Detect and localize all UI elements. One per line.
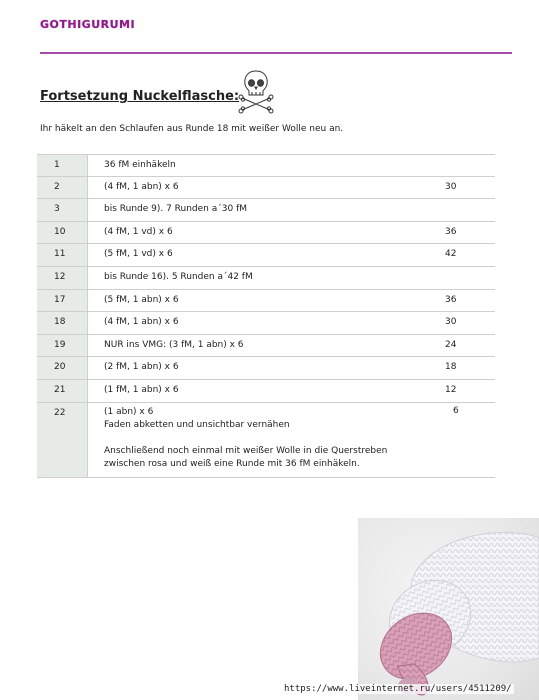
stitch-count: 18 bbox=[445, 362, 457, 373]
table-row bbox=[37, 335, 495, 358]
round-instruction: (4 fM, 1 abn) x 6 bbox=[104, 181, 179, 192]
instruction-line: Anschließend noch einmal mit weißer Wolle in die Querstreben bbox=[104, 445, 388, 456]
round-number: 3 bbox=[37, 199, 88, 221]
stitch-count: 30 bbox=[445, 317, 457, 328]
source-url: https://www.liveinternet.ru/users/4511209/ bbox=[284, 684, 512, 694]
instruction-line: zwischen rosa und weiß eine Runde mit 36 fM einhäkeln. bbox=[104, 458, 360, 469]
round-number: 22 bbox=[37, 403, 88, 477]
stitch-count: 30 bbox=[445, 181, 457, 192]
table-row bbox=[37, 312, 495, 335]
stitch-count bbox=[445, 155, 495, 160]
round-instruction: bis Runde 16). 5 Runden a´42 fM bbox=[104, 271, 253, 282]
crochet-bottle-photo bbox=[358, 518, 539, 700]
round-number: 11 bbox=[37, 244, 88, 266]
table-row bbox=[37, 177, 495, 200]
spacer bbox=[104, 432, 445, 445]
table-row bbox=[37, 199, 495, 222]
stitch-count bbox=[445, 267, 495, 272]
round-instruction: (5 fM, 1 vd) x 6 bbox=[104, 249, 173, 260]
round-number: 21 bbox=[37, 380, 88, 402]
stitch-count: 24 bbox=[445, 339, 457, 350]
table-row bbox=[37, 290, 495, 313]
instruction-line: (1 abn) x 6 bbox=[104, 406, 154, 417]
instruction-line: Faden abketten und unsichtbar vernähen bbox=[104, 419, 290, 430]
stitch-count: 36 bbox=[445, 226, 457, 237]
table-row bbox=[37, 357, 495, 380]
page-title: Fortsetzung Nuckelflasche: bbox=[40, 89, 240, 104]
crochet-bottle-illustration bbox=[358, 518, 539, 700]
round-instruction bbox=[88, 403, 445, 471]
stitch-count: 12 bbox=[445, 384, 457, 395]
intro-text: Ihr häkelt an den Schlaufen aus Runde 18 mit weißer Wolle neu an. bbox=[40, 124, 344, 134]
round-number: 2 bbox=[37, 177, 88, 199]
round-instruction: bis Runde 9). 7 Runden a´30 fM bbox=[104, 204, 248, 215]
round-number: 12 bbox=[37, 267, 88, 289]
table-row bbox=[37, 244, 495, 267]
round-number: 17 bbox=[37, 290, 88, 312]
round-instruction: 36 fM einhäkeln bbox=[104, 160, 176, 170]
round-number: 19 bbox=[37, 335, 88, 357]
round-instruction: (5 fM, 1 abn) x 6 bbox=[104, 294, 179, 305]
round-number: 10 bbox=[37, 222, 88, 244]
stitch-count: 36 bbox=[445, 294, 457, 305]
table-row bbox=[37, 222, 495, 245]
table-row bbox=[37, 267, 495, 290]
header-divider bbox=[40, 52, 512, 54]
round-instruction: (4 fM, 1 vd) x 6 bbox=[104, 226, 173, 237]
round-instruction: (2 fM, 1 abn) x 6 bbox=[104, 362, 179, 373]
stitch-count bbox=[445, 199, 495, 204]
pattern-table bbox=[37, 154, 495, 478]
table-row bbox=[37, 380, 495, 403]
brand-logo: GOTHIGURUMI bbox=[40, 18, 136, 31]
skull-crossbones-icon bbox=[238, 68, 274, 114]
table-row bbox=[37, 154, 495, 177]
round-number: 18 bbox=[37, 312, 88, 334]
round-number: 20 bbox=[37, 357, 88, 379]
round-instruction: (4 fM, 1 abn) x 6 bbox=[104, 317, 179, 328]
round-number: 1 bbox=[37, 155, 88, 176]
stitch-count: 6 bbox=[453, 405, 459, 416]
table-row-final bbox=[37, 403, 495, 478]
round-instruction: (1 fM, 1 abn) x 6 bbox=[104, 384, 179, 395]
round-instruction: NUR ins VMG: (3 fM, 1 abn) x 6 bbox=[104, 339, 244, 350]
stitch-count: 42 bbox=[445, 249, 457, 260]
